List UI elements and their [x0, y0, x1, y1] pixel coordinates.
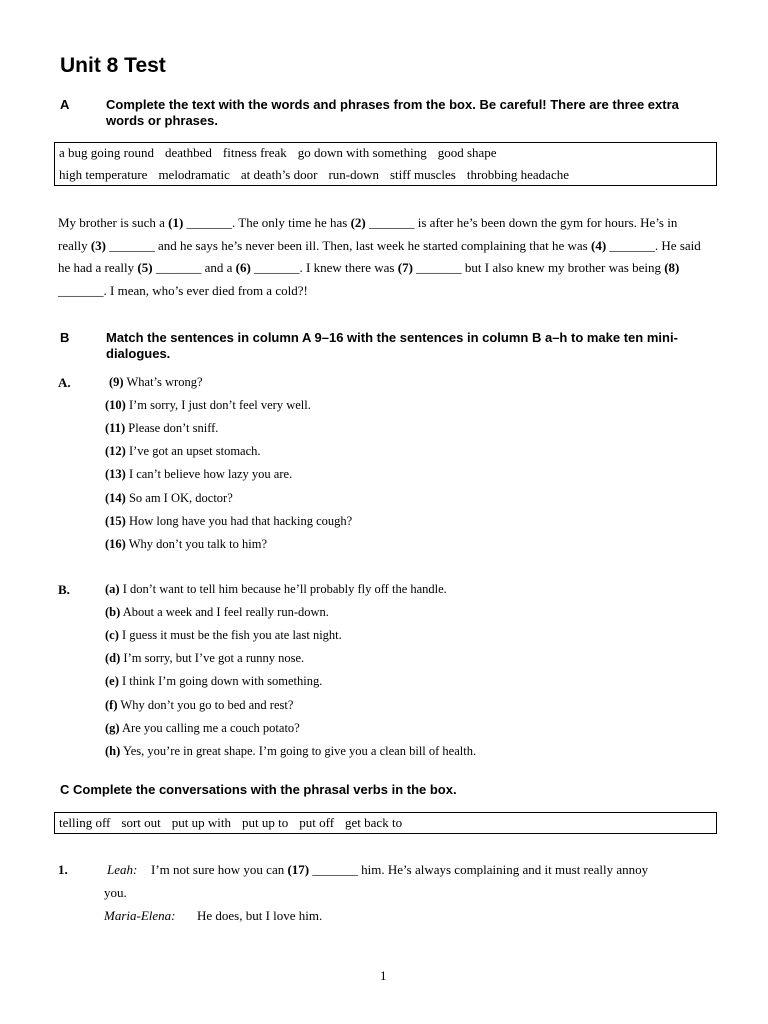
word-box-c-item-4: put up to [242, 815, 289, 830]
column-b-item-number: (h) [105, 743, 121, 758]
column-a-item [105, 491, 233, 506]
word-box-c-item-6: get back to [345, 815, 403, 830]
word-box-a-item-2: deathbed [164, 145, 212, 160]
gap-number: (4) [590, 237, 607, 253]
column-a-item [105, 421, 218, 436]
column-a-item-text: Please don’t sniff. [125, 421, 219, 436]
leah-line-post: _______ him. He’s always complaining and it must really annoy [309, 862, 649, 877]
column-b-item-number: (f) [105, 697, 118, 712]
paragraph-text: _______ is after he’s been down the gym for hours. He’s in really [58, 215, 678, 253]
leah-line-pre: I’m not sure how you can [151, 862, 288, 877]
word-box-row-2 [59, 167, 580, 183]
gap-17-number: (17) [287, 862, 310, 877]
paragraph-text: _______. I mean, who’s ever died from a cold?! [58, 282, 308, 298]
column-b-item-text: Are you calling me a couch potato? [119, 720, 300, 735]
leah-line [151, 862, 648, 878]
speaker-leah: Leah: [107, 862, 138, 877]
word-box-row-1 [59, 145, 508, 161]
column-a-item-text: I’m sorry, I just don’t feel very well. [125, 398, 311, 413]
word-box-a-item-3: fitness freak [222, 145, 287, 160]
gap-number: (5) [137, 260, 153, 275]
column-b-item [105, 582, 447, 597]
column-a-item-number: (10) [105, 398, 126, 413]
word-box-a-item-r2-2: melodramatic [158, 167, 230, 182]
word-box-c-item-2: sort out [121, 815, 161, 830]
column-b-item-number: (g) [105, 720, 120, 735]
column-b-item [105, 698, 293, 713]
page-number: 1 [380, 968, 387, 983]
column-a-item [105, 398, 311, 413]
word-box-a-item-4: go down with something [297, 145, 427, 160]
word-box-a-item-r2-3: at death’s door [240, 167, 318, 182]
word-box-c-row [59, 815, 413, 831]
paragraph-text: _______ and he says he’s never been ill. Then, last week he started complaining that he was [106, 237, 591, 253]
word-box-c [54, 812, 717, 834]
word-box-a [54, 142, 717, 186]
conversation-number: 1. [58, 862, 68, 877]
column-b-item-number: (e) [105, 674, 119, 689]
leah-line-continued: you. [104, 885, 127, 900]
column-b-item [105, 651, 304, 666]
gap-number: (1) [168, 215, 184, 230]
gap-number: (6) [235, 260, 251, 275]
section-b-header [60, 330, 720, 364]
column-b-item-number: (a) [105, 582, 120, 596]
gap-number: (8) [664, 260, 680, 275]
paragraph-text: _______. The only time he has [183, 215, 351, 230]
section-c-heading: C Complete the conversations with the phrasal verbs in the box. [60, 782, 457, 797]
maria-elena-line: He does, but I love him. [197, 908, 323, 923]
column-b-item-text: Yes, you’re in great shape. I’m going to give you a clean bill of health. [120, 743, 477, 758]
column-b-item-text: I’m sorry, but I’ve got a runny nose. [120, 651, 305, 666]
column-a-item-text: What’s wrong? [123, 375, 203, 389]
column-b-item [105, 674, 322, 689]
column-b-item-number: (b) [105, 605, 121, 620]
column-a-item-number: (9) [109, 375, 124, 389]
column-b-item-text: I guess it must be the fish you ate last night. [118, 628, 342, 643]
section-a-instruction: Complete the text with the words and phrases from the box. Be careful! There are three extra words or phrases. [106, 97, 679, 128]
column-a-item-number: (13) [105, 467, 126, 482]
gap-number: (3) [90, 237, 107, 253]
column-b-item [105, 721, 300, 736]
word-box-c-item-5: put off [299, 815, 335, 830]
column-b-item-text: I don’t want to tell him because he’ll probably fly off the handle. [119, 582, 447, 596]
column-a-item [105, 467, 292, 482]
section-b-instruction: Match the sentences in column A 9–16 with the sentences in column B a–h to make ten mini-dialogues. [106, 330, 678, 361]
column-a-item [105, 444, 261, 459]
word-box-a-item-r2-1: high temperature [59, 167, 148, 182]
column-a-item-number: (15) [105, 513, 126, 528]
column-a-item-number: (11) [105, 421, 126, 436]
section-a-letter: A [60, 97, 70, 112]
column-a-item-text: I can’t believe how lazy you are. [125, 467, 293, 482]
column-a-item-number: (12) [105, 444, 126, 459]
column-b-item [105, 744, 476, 759]
column-b-item-text: About a week and I feel really run-down. [120, 605, 329, 620]
column-a-item-number: (14) [105, 490, 126, 505]
page-title: Unit 8 Test [60, 54, 166, 77]
gap-number: (2) [350, 215, 366, 230]
column-a-item-text: Why don’t you talk to him? [125, 536, 268, 551]
column-b-item-number: (d) [105, 651, 121, 666]
column-a-item-text: So am I OK, doctor? [125, 490, 233, 505]
column-a-item [109, 375, 203, 390]
speaker-maria-elena: Maria-Elena: [104, 908, 176, 923]
paragraph-text: My brother is such a [58, 215, 169, 230]
column-b-item-text: Why don’t you go to bed and rest? [117, 697, 294, 712]
column-b-item-text: I think I’m going down with something. [118, 674, 323, 689]
column-a-item-text: How long have you had that hacking cough? [125, 513, 353, 528]
paragraph-text: _______ and a [152, 260, 236, 275]
word-box-c-item-3: put up with [171, 815, 231, 830]
column-a-item-text: I’ve got an upset stomach. [125, 444, 261, 459]
word-box-a-item-r2-4: run-down [328, 167, 379, 182]
column-a-label: A. [58, 375, 71, 390]
column-b-item-number: (c) [105, 628, 119, 643]
word-box-a-item-r2-6: throbbing headache [466, 167, 569, 182]
section-a-header [60, 97, 720, 131]
gap-number: (7) [397, 260, 413, 275]
word-box-c-item-1: telling off [59, 815, 111, 830]
column-a-item-number: (16) [105, 536, 126, 551]
word-box-a-item-5: good shape [437, 145, 497, 160]
word-box-a-item-1: a bug going round [59, 145, 154, 160]
column-a-item [105, 537, 267, 552]
column-b-item [105, 605, 329, 620]
paragraph-text: _______ but I also knew my brother was being [412, 260, 665, 275]
column-b-label: B. [58, 582, 70, 597]
cloze-paragraph [58, 212, 708, 302]
section-b-letter: B [60, 330, 70, 345]
column-b-item [105, 628, 342, 643]
word-box-a-item-r2-5: stiff muscles [390, 167, 456, 182]
column-a-item [105, 514, 352, 529]
paragraph-text: _______. He said he had a really [58, 237, 701, 275]
paragraph-text: _______. I knew there was [250, 260, 398, 275]
